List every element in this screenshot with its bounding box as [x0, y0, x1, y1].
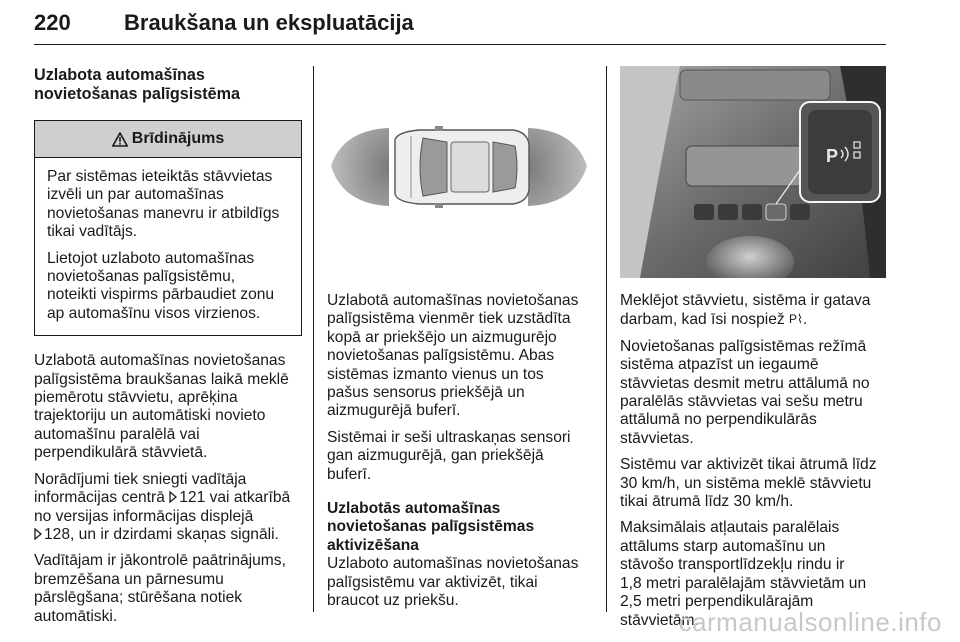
text-line: palīgsistēma braukšanas laikā meklē — [34, 370, 289, 388]
warning-paragraph — [47, 250, 291, 324]
text-line: Uzlabotā automašīnas novietošanas — [34, 352, 286, 370]
text-line: Vadītājam ir jākontrolē paātrinājums, — [34, 552, 286, 570]
page-reference-arrow-icon — [169, 491, 177, 503]
text-line: sistēmas izmanto vienus un tos — [327, 365, 544, 383]
text-line: ap automašīnu visos virzienos. — [47, 304, 261, 322]
body-paragraph — [327, 429, 597, 484]
parking-button-symbol-icon: P⌇ — [789, 312, 803, 327]
text-line: stāvvietām. — [620, 611, 699, 629]
page-title: Braukšana un ekspluatācija — [124, 10, 414, 35]
text-line: stāvošo transportlīdzekļu rindu ir — [620, 556, 845, 574]
text-line: Meklējot stāvvietu, sistēma ir gatava — [620, 292, 871, 309]
text-line: Novietošanas palīgsistēmas režīmā — [620, 337, 867, 355]
text-line: aizmugurējā buferī. — [327, 402, 461, 420]
body-paragraph — [327, 292, 597, 421]
text-line: novietošanas manevru ir atbildīgs — [47, 204, 280, 222]
column-2 — [327, 292, 597, 619]
column-1 — [34, 66, 302, 634]
car-top-view — [395, 126, 529, 208]
sensor-diagram-figure — [323, 66, 593, 276]
warning-triangle-icon — [112, 132, 128, 147]
page-header — [34, 4, 886, 45]
text-line: tikai ātrumā līdz 30 km/h. — [620, 493, 794, 511]
text-line: braucot uz priekšu. — [327, 592, 459, 610]
text-line: kopā ar priekšējo un aizmugurējo — [327, 328, 557, 346]
parking-button-label: P — [826, 146, 839, 166]
text-line: informācijas centrā — [34, 489, 165, 507]
warning-body — [35, 158, 301, 335]
text-line: Uzlabotā automašīnas novietošanas — [327, 292, 579, 309]
text-line: paralēlās stāvvietas vai sešu metru — [620, 393, 863, 411]
text-line: gan aizmugurējā, gan priekšējā — [327, 447, 544, 465]
text-line: no versijas informācijas displejā — [34, 507, 254, 525]
text-line: stāvvietas. — [620, 429, 694, 447]
text-line: automašīnu paralēlā vai — [34, 425, 200, 443]
text-line: trajektoriju un automātiski novieto — [34, 407, 266, 425]
section-heading-line: Uzlabota automašīnas — [34, 66, 205, 84]
body-paragraph — [327, 555, 597, 610]
text-line: tikai vadītājs. — [47, 223, 138, 241]
page-reference-arrow-icon — [34, 528, 42, 540]
body-paragraph — [34, 352, 302, 462]
watermark: carmanualsonline.info — [678, 607, 942, 637]
text-line: bremzēšana un pārnesumu — [34, 570, 224, 588]
text-line: noteikti vispirms pārbaudiet zonu — [47, 286, 275, 304]
section-heading-line: novietošanas palīgsistēma — [34, 85, 241, 103]
console-button-figure — [620, 66, 886, 278]
text-line: palīgsistēma vienmēr tiek uzstādīta — [327, 310, 571, 328]
warning-title: Brīdinājums — [131, 129, 225, 147]
text-line: attālumā no perpendikulārās — [620, 411, 817, 429]
page-number: 220 — [34, 10, 71, 35]
text-line: izvēli un par automašīnas — [47, 186, 224, 204]
column-divider-left — [313, 66, 314, 612]
warning-box — [34, 120, 302, 336]
text-line: novietošanas palīgsistēmu. Abas — [327, 347, 555, 365]
text-line: Sistēmai ir seši ultraskaņas sensori — [327, 428, 571, 446]
text-line: Lietojot uzlaboto automašīnas — [47, 249, 255, 267]
text-line: Uzlaboto automašīnas novietošanas — [327, 555, 579, 573]
center-console-illustration — [620, 66, 886, 278]
column-divider-right — [606, 66, 607, 612]
front-sensor-zone — [331, 128, 389, 206]
text-line: buferī. — [327, 465, 372, 483]
parking-assist-button-callout — [800, 102, 880, 202]
text-line: sistēma atpazīst un iegaumē — [620, 356, 819, 374]
text-line: 30 km/h, un sistēma meklē stāvvietu — [620, 474, 872, 492]
text-line: novietošanas palīgsistēmu, — [47, 268, 236, 286]
text-line: automātiski. — [34, 607, 118, 625]
column-3 — [620, 292, 890, 638]
text-line: Maksimālais atļautais paralēlais — [620, 519, 840, 537]
text-line: perpendikulārā stāvvietā. — [34, 444, 208, 462]
text-line: palīgsistēmu var aktivizēt, tikai — [327, 573, 538, 591]
text-line: Par sistēmas ieteiktās stāvvietas — [47, 168, 273, 185]
page-reference[interactable]: 128, un ir dzirdami skaņas signāli. — [44, 525, 279, 543]
text-line: Sistēmu var aktivizēt tikai ātrumā līdz — [620, 456, 877, 474]
text-line: piemērotu stāvvietu, aprēķina — [34, 389, 238, 407]
console-buttons-row — [694, 204, 810, 220]
text-line: attālums starp automašīnu un — [620, 537, 826, 555]
text-line: novietošanas palīgsistēmas — [327, 518, 535, 536]
subsection-heading — [327, 500, 597, 555]
body-paragraph: Meklējot stāvvietu, sistēma ir gatava darbam, kad īsi nospiež P⌇. — [620, 292, 871, 329]
text-line: pārslēgšana; stūrēšana notiek — [34, 589, 243, 607]
text-line: pašus sensorus priekšējā un — [327, 384, 525, 402]
text-line: aktivizēšana — [327, 536, 419, 554]
text-line: Uzlabotās automašīnas — [327, 500, 501, 518]
body-paragraph — [620, 456, 890, 511]
text-line: stāvvietas desmit metru attālumā no — [620, 374, 870, 392]
car-sensor-illustration — [323, 66, 593, 276]
warning-paragraph — [47, 168, 291, 242]
page-reference[interactable]: 121 vai atkarībā — [179, 489, 291, 507]
rear-sensor-zone — [528, 128, 587, 206]
text-line: darbam, kad īsi nospiež — [620, 311, 785, 329]
body-paragraph — [34, 552, 302, 626]
text-line: Norādījumi tiek sniegti vadītāja — [34, 470, 247, 488]
body-paragraph — [620, 338, 890, 448]
warning-header — [35, 121, 301, 158]
text-line: 2,5 metri perpendikulārajām — [620, 593, 814, 611]
section-heading — [34, 66, 302, 104]
text-line: 1,8 metri paralēlajām stāvvietām un — [620, 574, 867, 592]
body-paragraph — [34, 471, 302, 545]
